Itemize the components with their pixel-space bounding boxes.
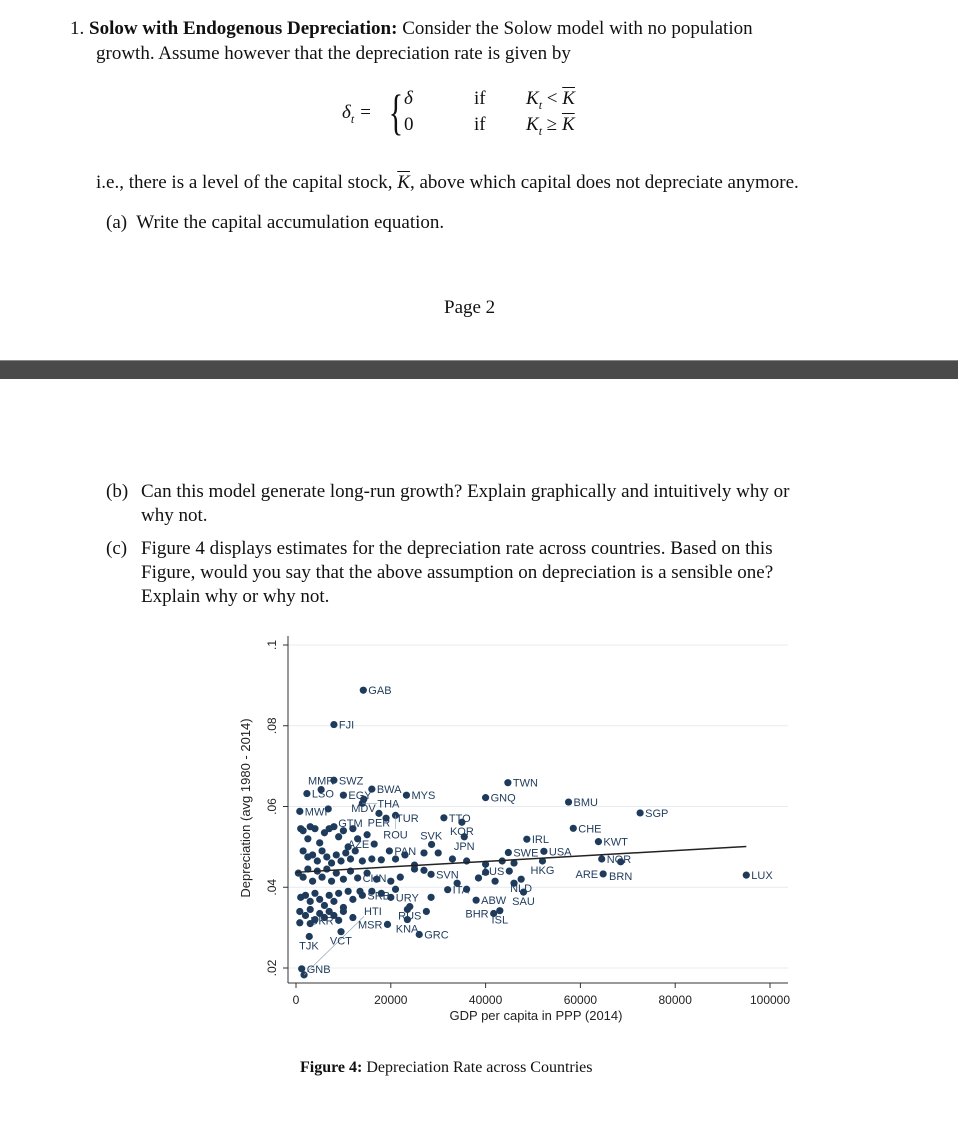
data-point [296,919,303,926]
case2-if: if [474,114,486,135]
data-point [316,839,323,846]
eq-lhs: $\delta_t$ = [342,102,372,126]
data-point [302,892,309,899]
data-point-abw [473,897,480,904]
kbar: $\overline{K}$ [562,88,575,109]
data-point [311,825,318,832]
point-label-rus: RUS [398,910,422,923]
case1-value: δ [404,88,413,109]
data-point-aze [371,840,378,847]
point-label-mwi: MWI [304,806,328,819]
y-axis-label: Depreciation (avg 1980 - 2014) [238,718,253,898]
point-label-pan: PAN [394,845,417,858]
data-point [307,898,314,905]
point-label-ury: URY [395,892,419,905]
point-label-fji: FJI [338,719,355,732]
x-axis-label: GDP per capita in PPP (2014) [449,1008,623,1023]
data-point-che [570,825,577,832]
point-label-swz: SWZ [338,775,364,788]
point-label-usa: USA [548,846,572,859]
data-point [302,912,309,919]
x-tick-label: 80000 [658,993,692,1007]
data-point [318,874,325,881]
case2-value: 0 [404,114,414,135]
part-b-label: (b) [106,481,129,502]
point-label-bwa: BWA [376,784,402,797]
data-point-sgp [637,809,644,816]
y-tick-label: .1 [265,639,279,651]
data-point-mys [403,792,410,799]
point-label-tjk: TJK [299,940,319,953]
ge-op: ≥ [546,114,558,135]
data-point [328,859,335,866]
left-brace: { [388,84,404,140]
point-label-mdv: MDV [351,803,376,816]
data-point [318,847,325,854]
point-label-jpn: JPN [453,840,475,853]
data-point-nor [598,855,605,862]
point-label-kwt: KWT [603,836,628,849]
caption-text: Depreciation Rate across Countries [366,1059,593,1076]
point-label-hkg: HKG [530,865,555,878]
point-label-twn: TWN [512,777,538,790]
data-point [364,831,371,838]
lt-op: < [546,88,558,109]
data-point-twn [504,779,511,786]
point-label-irl: IRL [531,834,549,847]
data-point-srb [359,892,366,899]
data-point-usa [540,848,547,855]
data-point-fji [330,721,337,728]
y-tick-label: .02 [265,959,279,977]
data-point-gab [360,687,367,694]
data-point-mwi [296,808,303,815]
data-point [420,849,427,856]
point-label-sau: SAU [512,896,535,909]
point-label-bmu: BMU [573,797,599,810]
part-c-line1: Figure 4 displays estimates for the depreciation rate across countries. Based on this [141,538,773,559]
eq-delta: δ [342,102,351,123]
data-point [387,878,394,885]
data-point [309,851,316,858]
data-point [378,856,385,863]
data-point-swe [505,849,512,856]
k-var: K [526,88,539,109]
caption-label: Figure 4: [300,1059,363,1076]
k-var: K [526,114,539,135]
point-label-swe: SWE [513,847,539,860]
data-point [326,892,333,899]
problem-intro-1: Consider the Solow model with no population [402,18,753,39]
data-point-per [375,810,382,817]
data-point-egy [340,792,347,799]
data-point [330,898,337,905]
data-point [335,890,342,897]
point-label-chn: CHN [362,872,387,885]
point-label-ita: ITA [452,884,469,897]
x-tick-label: 20000 [374,993,408,1007]
data-point-lux [743,872,750,879]
data-point-msr [384,921,391,928]
data-point-ita [444,886,451,893]
point-label-rou: ROU [383,829,408,842]
data-point [300,847,307,854]
part-c-line3: Explain why or why not. [141,586,330,607]
data-point-svn [427,871,434,878]
point-label-per: PER [367,817,391,830]
data-point-irl [523,836,530,843]
data-point [304,835,311,842]
data-point-lso [303,790,310,797]
point-label-vct: VCT [329,935,352,948]
problem-intro-2: growth. Assume however that the depreciation rate is given by [96,43,571,64]
data-point [449,855,456,862]
part-b-line2: why not. [141,505,208,526]
data-point-nld [518,876,525,883]
point-label-bhr: BHR [465,908,489,921]
point-label-lso: LSO [311,788,334,801]
data-point-kwt [595,838,602,845]
y-tick-label: .04 [265,878,279,896]
point-label-egy: EGY [348,790,372,803]
data-point-are [600,870,607,877]
eq-sub: t [350,111,355,126]
point-label-nor: NOR [606,853,632,866]
point-label-tha: THA [377,798,400,811]
part-c-line2: Figure, would you say that the above assumption on depreciation is a sensible one? [141,562,774,583]
point-label-mys: MYS [411,790,436,803]
data-point [423,908,430,915]
problem-number: 1. [70,18,85,39]
data-point [368,855,375,862]
point-label-lux: LUX [751,870,773,883]
data-point-isl [496,907,503,914]
point-label-tto: TTO [448,812,471,825]
data-point-gnq [482,794,489,801]
data-point [359,857,366,864]
data-point [337,857,344,864]
point-label-gtm: GTM [338,817,363,830]
data-point [307,906,314,913]
point-label-mmr: MMR [307,775,335,788]
page-label: Page 2 [444,297,496,318]
data-point [300,874,307,881]
point-label-kna: KNA [395,923,419,936]
k-sub: t [538,123,543,138]
data-point [328,878,335,885]
case1-if: if [474,88,486,109]
data-point [420,867,427,874]
point-label-aus: AUS [481,866,505,879]
x-tick-label: 40000 [468,993,503,1007]
data-point [397,874,404,881]
point-label-are: ARE [575,868,599,881]
point-label-aze: AZE [347,839,370,852]
data-point [349,914,356,921]
point-label-abw: ABW [481,895,507,908]
point-label-grc: GRC [424,929,449,942]
data-point [335,833,342,840]
data-point [316,896,323,903]
data-point [427,894,434,901]
data-point [435,849,442,856]
data-point [311,890,318,897]
data-point-vct [337,928,344,935]
part-b-line1: Can this model generate long-run growth? Explain graphically and intuitively why or [141,481,790,502]
point-label-sgp: SGP [645,807,669,820]
x-tick-label: 60000 [563,993,598,1007]
data-point [321,902,328,909]
data-point-chn [354,874,361,881]
data-point [463,857,470,864]
problem-title: Solow with Endogenous Depreciation: [89,18,398,39]
point-label-srb: SRB [367,890,390,903]
x-tick-label: 0 [292,993,300,1007]
y-tick-label: .06 [265,798,279,815]
kbar: $\overline{K}$ [561,114,575,135]
point-label-svn: SVN [436,869,459,882]
data-point [340,876,347,883]
part-a-label: (a) [106,212,128,233]
data-point [330,823,337,830]
data-point [333,851,340,858]
data-point-pan [386,847,393,854]
data-point-aus [506,868,513,875]
data-point [340,908,347,915]
data-point [300,827,307,834]
data-point-tto [440,814,447,821]
point-label-nld: NLD [510,883,533,896]
figure-caption [300,1056,593,1080]
point-label-svk: SVK [420,830,443,843]
data-point [349,896,356,903]
data-point [491,878,498,885]
data-point [323,853,330,860]
point-label-brn: BRN [609,870,633,883]
point-label-gnq: GNQ [490,792,516,805]
data-point [411,865,418,872]
data-point [323,865,330,872]
ie-a: i.e., there is a level of the capital stock, [96,172,393,193]
ie-kbar: $\overline{K}$ [397,172,410,193]
point-label-che: CHE [578,823,602,836]
data-point-ukr [335,917,342,924]
point-label-gab: GAB [368,685,392,698]
part-a-text: Write the capital accumulation equation. [136,212,445,233]
data-point-tjk [306,933,313,940]
data-point-bmu [565,798,572,805]
point-label-kor: KOR [449,826,474,839]
data-point [345,888,352,895]
data-point [314,857,321,864]
point-label-hti: HTI [364,905,382,918]
k-sub: t [538,97,543,112]
x-tick-label: 100000 [749,993,791,1007]
point-label-msr: MSR [357,919,383,932]
ie-b: , above which capital does not depreciate anymore. [409,172,799,193]
y-tick-label: .08 [265,717,279,735]
point-label-tur: TUR [396,813,419,826]
point-label-gnb: GNB [306,963,331,976]
data-point [347,855,354,862]
part-c-label: (c) [106,538,128,559]
point-label-isl: ISL [491,914,509,927]
data-point [309,878,316,885]
point-label-ukr: UKR [310,915,334,928]
